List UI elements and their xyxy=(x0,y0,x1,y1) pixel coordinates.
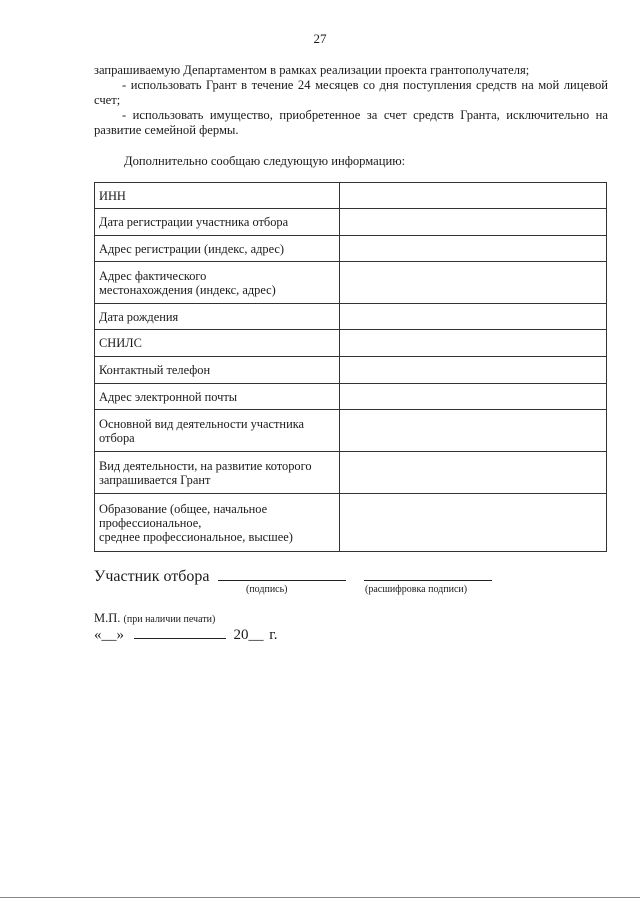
row-label: СНИЛС xyxy=(95,330,340,357)
row-value-field[interactable] xyxy=(340,209,607,236)
date-row xyxy=(94,626,277,644)
paragraph-line: запрашиваемую Департаментом в рамках реализации проекта грантополучателя; xyxy=(94,63,530,77)
signature-row xyxy=(94,566,492,586)
paragraph-line: - использовать имущество, приобретенное за счет средств Гранта, исключительно на xyxy=(122,108,608,122)
row-value-field[interactable] xyxy=(340,262,607,304)
row-label: Адрес электронной почты xyxy=(95,384,340,410)
info-table xyxy=(94,182,607,552)
date-month-line[interactable] xyxy=(134,626,226,639)
signature-caption: (подпись) xyxy=(246,584,288,595)
row-value-field[interactable] xyxy=(340,384,607,410)
table-row xyxy=(95,304,607,330)
bottom-rule xyxy=(0,897,640,898)
row-label: Адрес фактического местонахождения (индекс, адрес) xyxy=(95,262,340,304)
row-label: Вид деятельности, на развитие которого запрашивается Грант xyxy=(95,452,340,494)
signature-decoding-line[interactable] xyxy=(364,566,492,581)
paragraph-line: развитие семейной фермы. xyxy=(94,123,239,137)
table-row xyxy=(95,357,607,384)
row-label: Дата рождения xyxy=(95,304,340,330)
row-value-field[interactable] xyxy=(340,410,607,452)
row-value-field[interactable] xyxy=(340,183,607,209)
row-value-field[interactable] xyxy=(340,452,607,494)
page-number: 27 xyxy=(313,31,327,46)
stamp-label: М.П. xyxy=(94,611,121,625)
row-label: Контактный телефон xyxy=(95,357,340,384)
table-row xyxy=(95,384,607,410)
table-row xyxy=(95,494,607,552)
row-label: Образование (общее, начальное профессиональное, среднее профессиональное, высшее) xyxy=(95,494,340,552)
row-value-field[interactable] xyxy=(340,236,607,262)
paragraph-line: счет; xyxy=(94,93,121,107)
date-day: «__» xyxy=(94,627,124,643)
row-value-field[interactable] xyxy=(340,494,607,552)
decoding-caption: (расшифровка подписи) xyxy=(365,584,468,595)
row-label: Адрес регистрации (индекс, адрес) xyxy=(95,236,340,262)
paragraph-line: - использовать Грант в течение 24 месяцев со дня поступления средств на мой лицевой xyxy=(122,78,608,92)
row-value-field[interactable] xyxy=(340,304,607,330)
date-year-prefix: 20__ xyxy=(233,627,264,643)
table-row xyxy=(95,410,607,452)
table-row xyxy=(95,183,607,209)
stamp-placeholder xyxy=(94,611,215,626)
row-value-field[interactable] xyxy=(340,330,607,357)
body-paragraph xyxy=(94,63,608,138)
row-label: Основной вид деятельности участника отбора xyxy=(95,410,340,452)
table-row xyxy=(95,330,607,357)
date-year-suffix: г. xyxy=(269,627,278,643)
table-row xyxy=(95,452,607,494)
table-row xyxy=(95,236,607,262)
table-row xyxy=(95,262,607,304)
signature-line[interactable] xyxy=(218,566,346,581)
intro-text: Дополнительно сообщаю следующую информацию: xyxy=(124,154,406,168)
participant-label: Участник отбора xyxy=(94,568,210,585)
table-row xyxy=(95,209,607,236)
row-value-field[interactable] xyxy=(340,357,607,384)
row-label: Дата регистрации участника отбора xyxy=(95,209,340,236)
stamp-note: (при наличии печати) xyxy=(123,614,216,625)
row-label: ИНН xyxy=(95,183,340,209)
